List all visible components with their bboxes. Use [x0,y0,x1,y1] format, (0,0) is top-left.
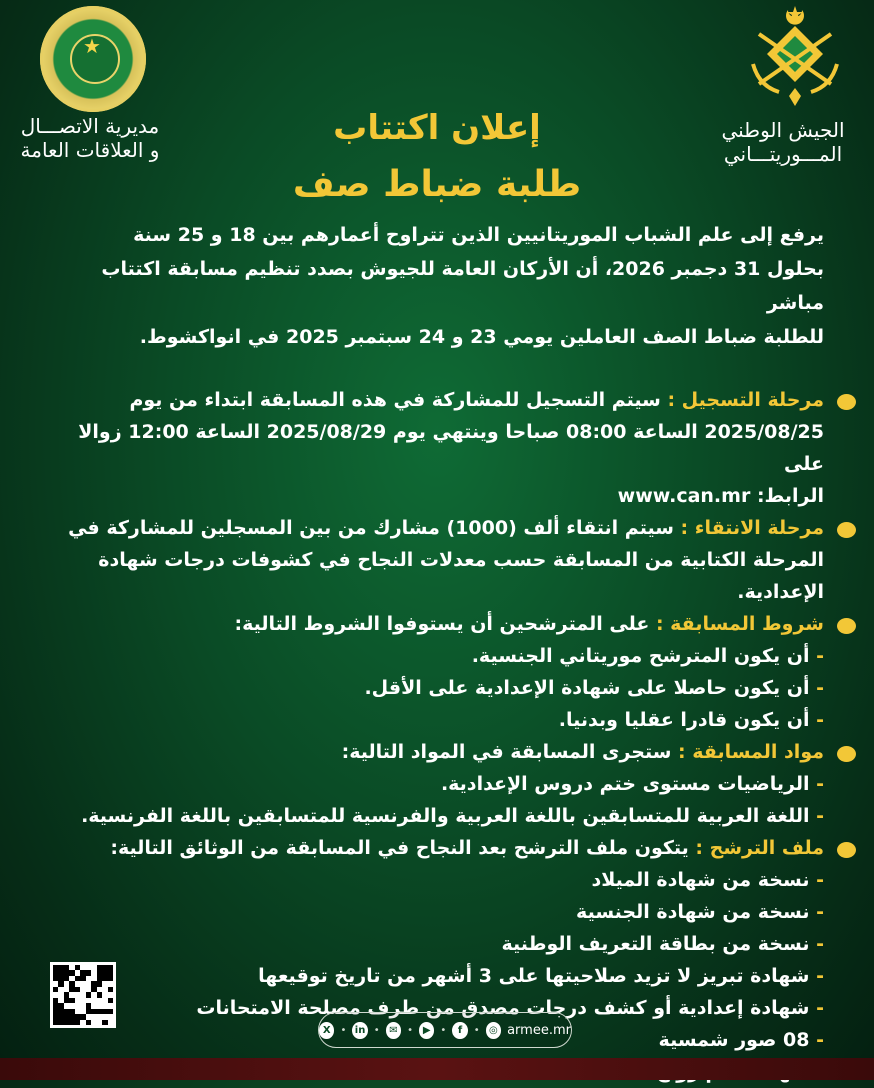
communication-directorate-logo [40,6,146,112]
section-text: سيتم انتقاء ألف (1000) مشارك من بين المسجلين للمشاركة في [68,517,681,539]
section-file [54,832,824,1088]
intro-paragraph [54,218,824,354]
star-icon: ★ [83,34,101,58]
dash-mark: - [809,805,824,827]
qr-cell [97,981,102,986]
section-text: سيتم التسجيل للمشاركة في هذه المسابقة ابتداء من يوم [129,389,668,411]
list-item: اللغة العربية للمتسابقين باللغة العربية والفرنسية للمتسابقين باللغة الفرنسية. [81,805,810,827]
section-text: يتكون ملف الترشح بعد النجاح في المسابقة من الوثائق التالية: [110,837,696,859]
qr-cell [108,987,113,992]
section-text: 2025/08/25 الساعة 08:00 صباحا وينتهي يوم 2025/08/29 الساعة 12:00 زوالا على [78,421,824,475]
bullet-icon [837,522,856,538]
list-item: أن يكون حاصلا على شهادة الإعدادية على الأقل. [364,677,810,699]
qr-cell [108,998,113,1003]
qr-cell [108,976,113,981]
list-item: نسخة من شهادة الميلاد [591,869,810,891]
bullet-icon [837,746,856,762]
org-left-line1: مديرية الاتصـــال [20,114,160,138]
section-keyword: شروط المسابقة : [655,613,824,635]
youtube-icon[interactable]: ▶ [419,1022,434,1039]
qr-cell [108,1009,113,1014]
facebook-icon[interactable]: f [452,1022,467,1039]
dash-mark: - [809,709,824,731]
section-keyword: مواد المسابقة : [678,741,824,763]
section-text: الإعدادية. [737,581,824,603]
dash-mark: - [809,677,824,699]
bottom-decor-band [0,1058,874,1080]
qr-cell [58,981,63,986]
dash-mark: - [809,645,824,667]
qr-cell [97,992,102,997]
dash-mark: - [809,997,824,1019]
org-right-line2: المـــوريتـــاني [723,142,843,166]
section-text: المرحلة الكتابية من المسابقة حسب معدلات النجاح في كشوفات درجات شهادة [98,549,824,571]
dash-mark: - [809,933,824,955]
section-text: على المترشحين أن يستوفوا الشروط التالية: [234,613,656,635]
globe-icon[interactable]: ◎ [486,1022,501,1039]
qr-cell [86,1020,91,1025]
section-keyword: مرحلة الانتقاء : [680,517,824,539]
bullet-icon [837,394,856,410]
list-item: 08 صور شمسية [658,1029,810,1051]
qr-cell [69,998,74,1003]
list-item: أن يكون المترشح موريتاني الجنسية. [471,645,810,667]
qr-code[interactable] [50,962,116,1028]
section-keyword: ملف الترشح : [695,837,824,859]
qr-cell [86,970,91,975]
org-left-line2: و العلاقات العامة [20,138,160,162]
qr-cell [75,1020,80,1025]
mail-icon[interactable]: ✉ [386,1022,401,1039]
registration-link[interactable]: الرابط: www.can.mr [617,485,824,507]
section-conditions [54,608,824,736]
list-item: نسخة من شهادة الجنسية [576,901,810,923]
qr-cell [102,1020,107,1025]
list-item: أن يكون قادرا عقليا وبدنيا. [558,709,810,731]
intro-line: بحلول 31 دجمبر 2026، أن الأركان العامة للجيوش بصدد تنظيم مسابقة اكتتاب مباشر [101,258,824,314]
dash-mark: - [809,901,824,923]
dash-mark: - [809,1029,824,1051]
section-subjects [54,736,824,832]
qr-cell [86,992,91,997]
org-right-line1: الجيش الوطني [721,118,845,142]
announcement-subtitle: طلبة ضباط صف [292,164,582,205]
announcement-body [54,218,824,1088]
intro-line: يرفع إلى علم الشباب الموريتانيين الذين تتراوح أعمارهم بين 18 و 25 سنة [133,224,824,246]
social-links-bar: X • in • ✉ • ▶ • f • ◎ armee.mr [318,1012,572,1048]
qr-cell [80,976,85,981]
org-name-left [10,114,170,162]
bullet-icon [837,618,856,634]
intro-line: للطلبة ضباط الصف العاملين يومي 23 و 24 سبتمبر 2025 في انواكشوط. [139,326,824,348]
bullet-icon [837,842,856,858]
org-name-right [708,118,858,166]
section-text: ستجرى المسابقة في المواد التالية: [341,741,679,763]
section-registration [54,384,824,512]
x-icon[interactable]: X [319,1022,334,1039]
list-item: نسخة من بطاقة التعريف الوطنية [501,933,810,955]
section-selection [54,512,824,608]
dash-mark: - [809,965,824,987]
national-army-emblem [745,4,845,110]
dash-mark: - [809,773,824,795]
section-keyword: مرحلة التسجيل : [667,389,824,411]
list-item: شهادة تبريز لا تزيد صلاحيتها على 3 أشهر من تاريخ توقيعها [258,965,810,987]
linkedin-icon[interactable]: in [352,1022,367,1039]
list-item: الرياضيات مستوى ختم دروس الإعدادية. [440,773,810,795]
announcement-title: إعلان اكتتاب [333,108,541,148]
qr-cell [75,987,80,992]
dash-mark: - [809,869,824,891]
qr-cell [53,987,58,992]
website-link[interactable]: armee.mr [507,1022,571,1038]
list-item: شهادة إعدادية أو كشف درجات مصدق من طرف مصلحة الامتحانات [196,997,810,1019]
